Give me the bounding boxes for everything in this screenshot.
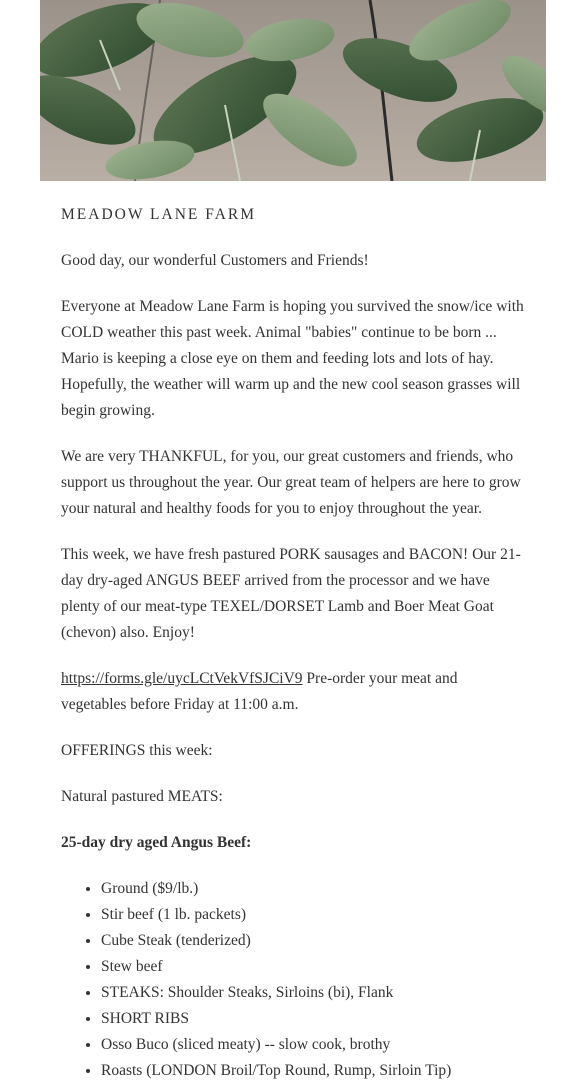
offerings-label: OFFERINGS this week: bbox=[61, 742, 213, 759]
list-item: • Stew beef bbox=[101, 954, 526, 980]
preorder-text: Pre-order your meat and vegetables before Friday at 11:00 a.m. bbox=[61, 670, 458, 713]
list-item: • Cube Steak (tenderized) bbox=[101, 928, 526, 954]
hero-image bbox=[40, 0, 546, 181]
beef-heading: 25-day dry aged Angus Beef: bbox=[61, 834, 252, 851]
list-item: • SHORT RIBS bbox=[101, 1006, 526, 1032]
preorder-paragraph bbox=[61, 666, 526, 718]
kale-plants-image bbox=[40, 0, 546, 181]
farm-name-heading: MEADOW LANE FARM bbox=[61, 206, 257, 223]
newsletter-body bbox=[61, 202, 526, 1084]
update-paragraph: Everyone at Meadow Lane Farm is hoping you survived the snow/ice with COLD weather this past week. Animal "babies" continue to be born ... Mario is keeping a close eye on them and feeding lots and lots of hay. Hopefully, the weather will warm up and the new cool season grasses will begin growing. bbox=[61, 298, 524, 419]
list-item: • Ground ($9/lb.) bbox=[101, 876, 526, 902]
list-item: • Osso Buco (sliced meaty) -- slow cook, brothy bbox=[101, 1032, 526, 1058]
greeting-text: Good day, our wonderful Customers and Friends! bbox=[61, 252, 369, 269]
list-item: • Roasts (LONDON Broil/Top Round, Rump, Sirloin Tip) bbox=[101, 1058, 526, 1084]
products-paragraph: This week, we have fresh pastured PORK sausages and BACON! Our 21-day dry-aged ANGUS BEEF arrived from the processor and we have plenty of our meat-type TEXEL/DORSET Lamb and Boer Meat Goat (chevon) also. Enjoy! bbox=[61, 546, 521, 641]
preorder-link[interactable]: https://forms.gle/uycLCtVekVfSJCiV9 bbox=[61, 670, 303, 687]
beef-list bbox=[61, 876, 526, 1084]
meats-label: Natural pastured MEATS: bbox=[61, 788, 223, 805]
list-item: • Stir beef (1 lb. packets) bbox=[101, 902, 526, 928]
list-item: • STEAKS: Shoulder Steaks, Sirloins (bi), Flank bbox=[101, 980, 526, 1006]
thanks-paragraph: We are very THANKFUL, for you, our great customers and friends, who support us throughout the year. Our great team of helpers are here to grow your natural and healthy foods for you to enjoy throughout the year. bbox=[61, 448, 521, 517]
